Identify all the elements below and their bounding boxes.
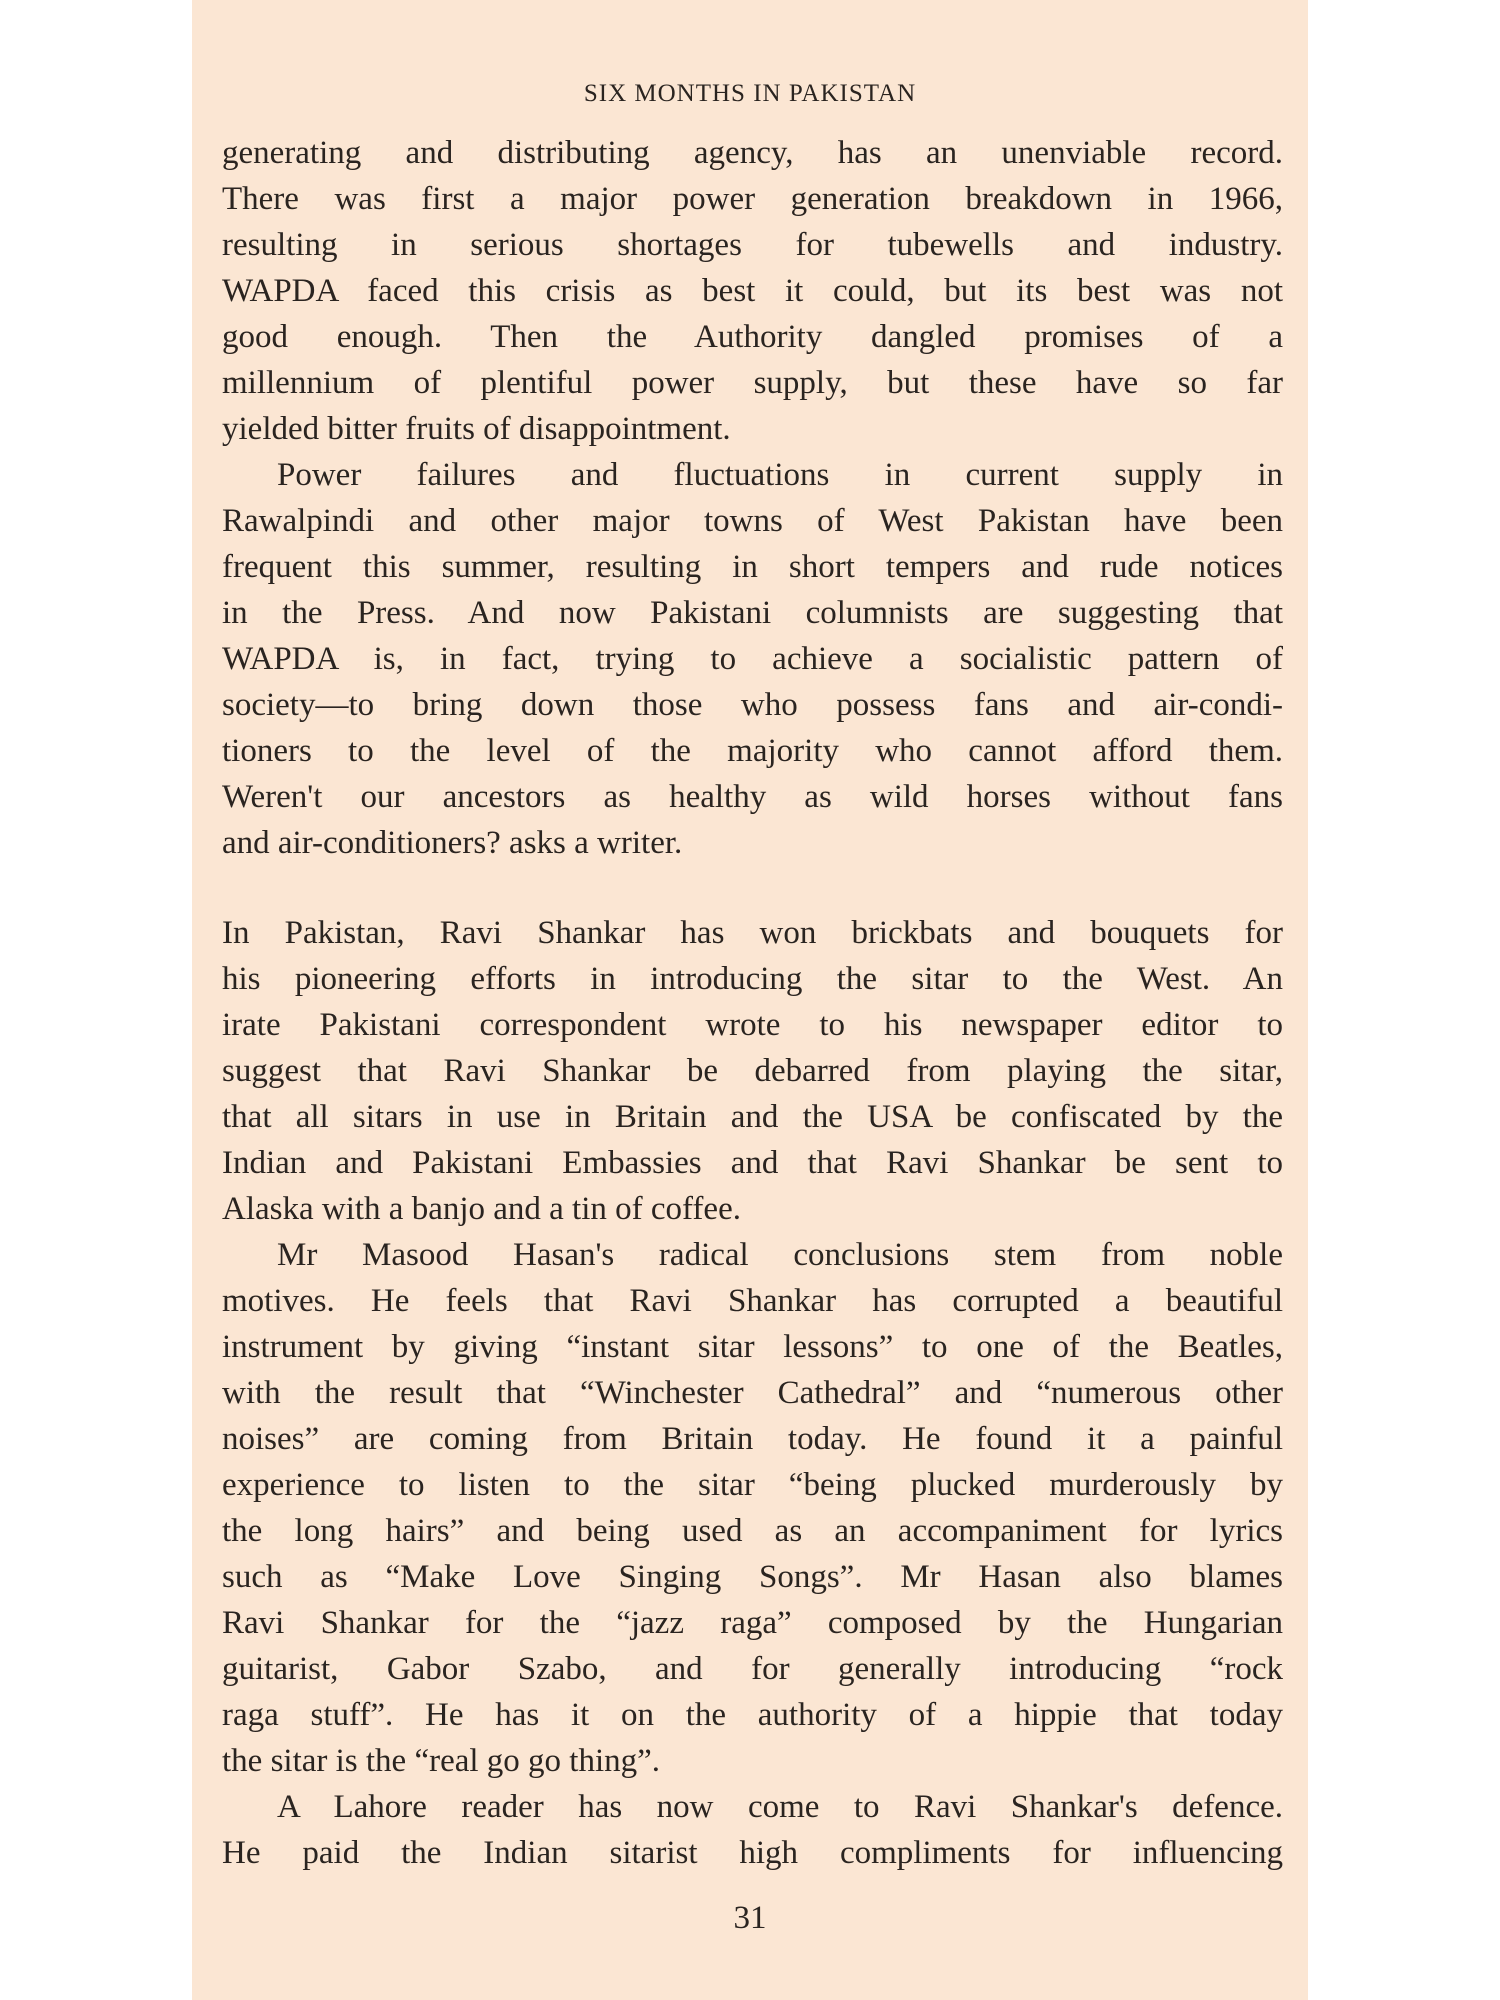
text-line: There was first a major power generation breakdown in 1966, [222,181,1283,217]
section-break [222,866,1283,910]
text-line: yielded bitter fruits of disappointment. [222,411,731,447]
text-line: guitarist, Gabor Szabo, and for generally introducing “rock [222,1651,1283,1687]
text-line: society—to bring down those who possess fans and air-condi- [222,687,1283,723]
text-line: WAPDA is, in fact, trying to achieve a socialistic pattern of [222,641,1283,677]
text-line: raga stuff”. He has it on the authority of a hippie that today [222,1697,1283,1733]
text-line: generating and distributing agency, has an unenviable record. [222,135,1283,171]
text-line: with the result that “Winchester Cathedral” and “numerous other [222,1375,1283,1411]
text-line: resulting in serious shortages for tubewells and industry. [222,227,1283,263]
text-line: experience to listen to the sitar “being plucked murderously by [222,1467,1283,1503]
text-line: millennium of plentiful power supply, but these have so far [222,365,1283,401]
text-line: WAPDA faced this crisis as best it could, but its best was not [222,273,1283,309]
text-line: good enough. Then the Authority dangled promises of a [222,319,1283,355]
page-number: 31 [733,1900,767,1936]
book-page [192,0,1308,2000]
text-line: A Lahore reader has now come to Ravi Shankar's defence. [277,1789,1283,1825]
text-line: tioners to the level of the majority who cannot afford them. [222,733,1283,769]
text-line: Ravi Shankar for the “jazz raga” composed by the Hungarian [222,1605,1283,1641]
text-line: Power failures and fluctuations in current supply in [277,457,1283,493]
running-head: SIX MONTHS IN PAKISTAN [583,80,917,107]
text-line: his pioneering efforts in introducing the sitar to the West. An [222,961,1283,997]
text-line: such as “Make Love Singing Songs”. Mr Hasan also blames [222,1559,1283,1595]
text-line: Indian and Pakistani Embassies and that Ravi Shankar be sent to [222,1145,1283,1181]
text-line: and air-conditioners? asks a writer. [222,825,683,861]
text-line: that all sitars in use in Britain and the USA be confiscated by the [222,1099,1283,1135]
paragraph-2 [222,452,1283,866]
text-line: instrument by giving “instant sitar lessons” to one of the Beatles, [222,1329,1283,1365]
paragraph-1 [222,130,1283,452]
text-line: In Pakistan, Ravi Shankar has won brickbats and bouquets for [222,915,1283,951]
paragraph-5 [222,1784,1283,1876]
text-line: the sitar is the “real go go thing”. [222,1743,661,1779]
text-line: Mr Masood Hasan's radical conclusions stem from noble [277,1237,1283,1273]
body-text [222,130,1283,1876]
paragraph-4 [222,1232,1283,1784]
text-line: motives. He feels that Ravi Shankar has corrupted a beautiful [222,1283,1283,1319]
text-line: frequent this summer, resulting in short tempers and rude notices [222,549,1283,585]
text-line: noises” are coming from Britain today. He found it a painful [222,1421,1283,1457]
text-line: Weren't our ancestors as healthy as wild horses without fans [222,779,1283,815]
text-line: Alaska with a banjo and a tin of coffee. [222,1191,741,1227]
text-line: irate Pakistani correspondent wrote to his newspaper editor to [222,1007,1283,1043]
paragraph-3 [222,910,1283,1232]
text-line: He paid the Indian sitarist high compliments for influencing [222,1835,1283,1871]
text-line: the long hairs” and being used as an accompaniment for lyrics [222,1513,1283,1549]
text-line: in the Press. And now Pakistani columnists are suggesting that [222,595,1283,631]
text-line: Rawalpindi and other major towns of West Pakistan have been [222,503,1283,539]
text-line: suggest that Ravi Shankar be debarred from playing the sitar, [222,1053,1283,1089]
